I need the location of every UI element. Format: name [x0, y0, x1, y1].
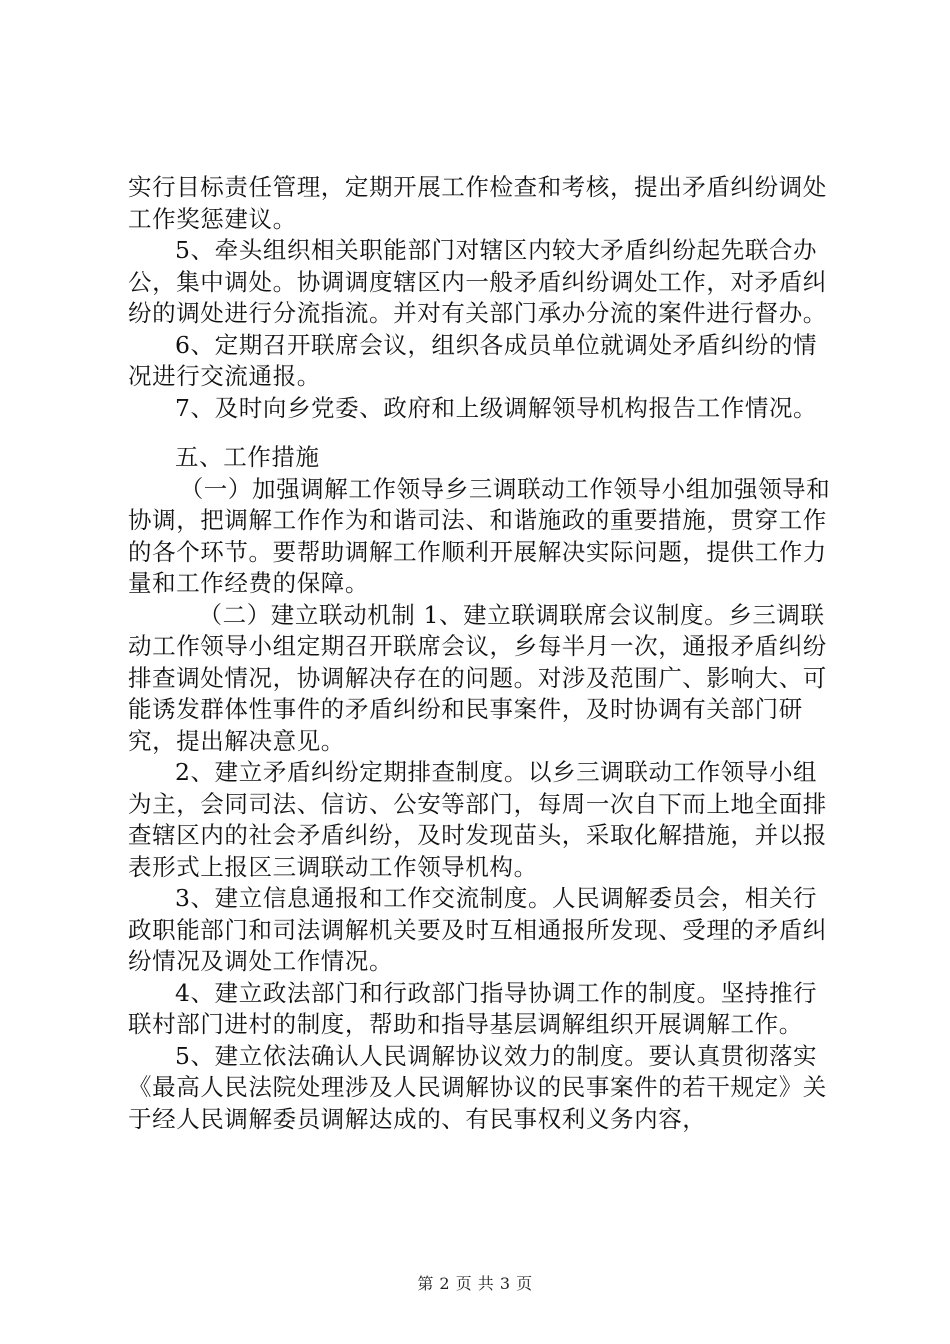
section-heading: 五、工作措施 — [175, 443, 320, 471]
paragraph-spacer — [128, 424, 834, 442]
paragraph-mechanism-4: 4、建立政法部门和行政部门指导协调工作的制度。坚持推行联村部门进村的制度，帮助和指导基层调解组织开展调解工作。 — [128, 978, 818, 1038]
paragraph-item-6: 6、定期召开联席会议，组织各成员单位就调处矛盾纠纷的情况进行交流通报。 — [128, 330, 818, 390]
paragraph-item-7: 7、及时向乡党委、政府和上级调解领导机构报告工作情况。 — [175, 393, 818, 422]
paragraph-mechanism-5: 5、建立依法确认人民调解协议效力的制度。要认真贯彻落实《最高人民法院处理涉及人民调解协议的民事案件的若干规定》关于经人民调解委员调解达成的、有民事权利义务内容， — [128, 1041, 827, 1133]
paragraph-measure-1: （一）加强调解工作领导乡三调联动工作领导小组加强领导和协调，把调解工作作为和谐司法、和谐施政的重要措施，贯穿工作的各个环节。要帮助调解工作顺利开展解决实际问题，提供工作力量和工作经费的保障。 — [128, 474, 831, 597]
paragraph-mechanism-3: 3、建立信息通报和工作交流制度。人民调解委员会，相关行政职能部门和司法调解机关要及时互相通报所发现、受理的矛盾纠纷情况及调处工作情况。 — [128, 884, 827, 975]
paragraph-item-5: 5、牵头组织相关职能部门对辖区内较大矛盾纠纷起先联合办公，集中调处。协调调度辖区内一般矛盾纠纷调处工作，对矛盾纠纷的调处进行分流指流。并对有关部门承办分流的案件进行督办。 — [128, 236, 827, 327]
document-body — [128, 172, 834, 1135]
page-number-footer: 第 2 页 共 3 页 — [417, 1274, 533, 1293]
paragraph-mechanism-2: 2、建立矛盾纠纷定期排查制度。以乡三调联动工作领导小组为主，会同司法、信访、公安等部门，每周一次自下而上地全面排查辖区内的社会矛盾纠纷，及时发现苗头，采取化解措施，并以报表形式上报区三调联动工作领导机构。 — [128, 758, 827, 881]
paragraph-continuation: 实行目标责任管理，定期开展工作检查和考核，提出矛盾纠纷调处工作奖惩建议。 — [128, 173, 827, 233]
paragraph-measure-2: （二）建立联动机制 1、建立联调联席会议制度。乡三调联动工作领导小组定期召开联席会议，乡每半月一次，通报矛盾纠纷排查调处情况，协调解决存在的问题。对涉及范围广、影响大、可能诱发群体性事件的矛盾纠纷和民事案件，及时协调有关部门研究，提出解决意见。 — [128, 600, 827, 755]
